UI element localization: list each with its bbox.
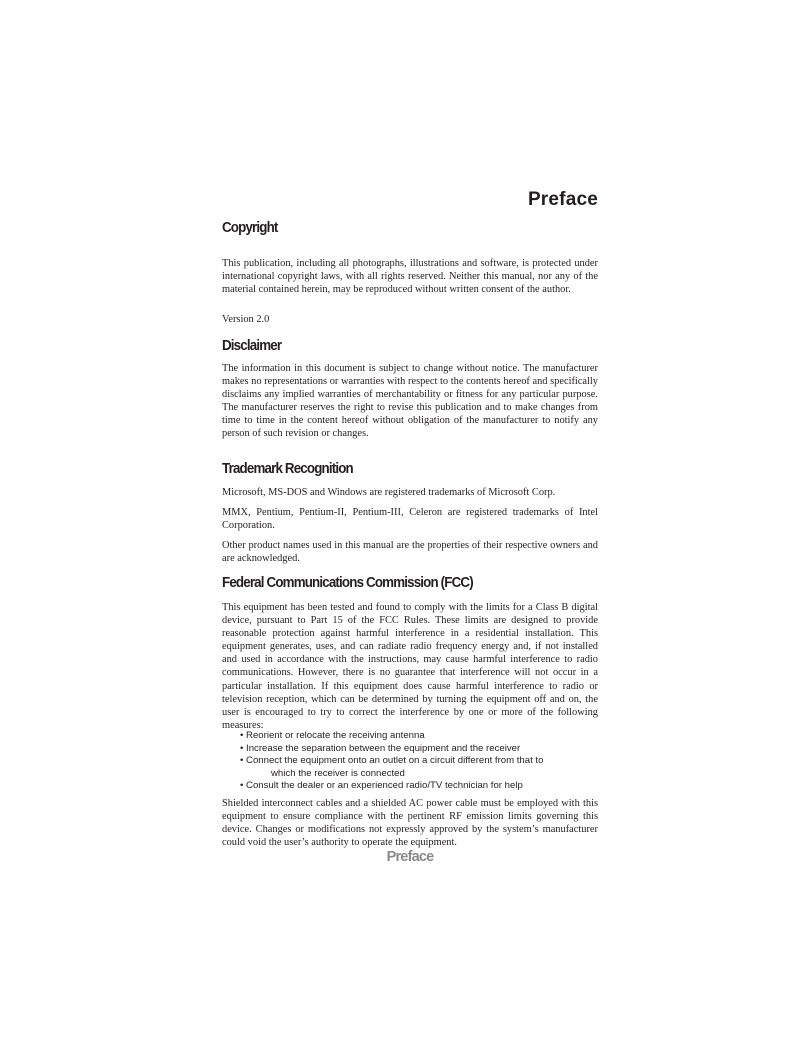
fcc-paragraph-1: This equipment has been tested and found to comply with the limits for a Class B digital device, pursuant to Part 15 of the FCC Rules. These limits are designed to provide reasonable protection against harmful interference in a residential installation. This equipment generates, uses, and can radiate radio frequency energy and, if not installed and used in accordance with the instructions, may cause harmful interference to radio communications. However, there is no guarantee that interference will not occur in a particular installation. If this equipment does cause harmful interference to radio or television reception, which can be determined by turning the equipment off and on, the user is encouraged to try to correct the interference by one or more of the following measures:	[222, 602, 598, 731]
list-item-continuation: which the receiver is connected	[271, 767, 405, 779]
trademark-paragraph-2: MMX, Pentium, Pentium-II, Pentium-III, Celeron are registered trademarks of Intel Corporation.	[222, 507, 598, 532]
heading-trademark: Trademark Recognition	[222, 461, 353, 477]
heading-copyright: Copyright	[222, 220, 278, 236]
trademark-paragraph-3: Other product names used in this manual are the properties of their respective owners and are acknowledged.	[222, 540, 598, 565]
heading-fcc: Federal Communications Commission (FCC)	[222, 575, 473, 591]
list-item: • Connect the equipment onto an outlet on a circuit different from that to	[240, 755, 544, 767]
version-text: Version 2.0	[222, 314, 270, 325]
copyright-paragraph: This publication, including all photographs, illustrations and software, is protected under international copyright laws, with all rights reserved. Neither this manual, nor any of the material contained herein, may be reproduced without written consent of the author.	[222, 258, 598, 296]
fcc-paragraph-2: Shielded interconnect cables and a shielded AC power cable must be employed with this equipment to ensure compliance with the pertinent RF emission limits governing this device. Changes or modifications not expressly approved by the system’s manufacturer could void the user’s authority to operate the equipment.	[222, 798, 598, 849]
fcc-measures-list	[240, 730, 600, 793]
heading-disclaimer: Disclaimer	[222, 338, 282, 354]
list-item: • Reorient or relocate the receiving antenna	[240, 730, 425, 741]
list-item: • Consult the dealer or an experienced radio/TV technician for help	[240, 780, 523, 792]
page-title: Preface	[527, 189, 598, 210]
trademark-paragraph-1: Microsoft, MS-DOS and Windows are registered trademarks of Microsoft Corp.	[222, 487, 556, 498]
list-item: • Increase the separation between the equipment and the receiver	[240, 742, 521, 754]
disclaimer-paragraph: The information in this document is subject to change without notice. The manufacturer makes no representations or warranties with respect to the contents hereof and specifically disclaims any implied warranties of merchantability or fitness for any particular purpose. The manufacturer reserves the right to revise this publication and to make changes from time to time in the content hereof without obligation of the manufacturer to notify any person of such revision or changes.	[222, 363, 598, 440]
page-footer: Preface	[386, 849, 434, 865]
